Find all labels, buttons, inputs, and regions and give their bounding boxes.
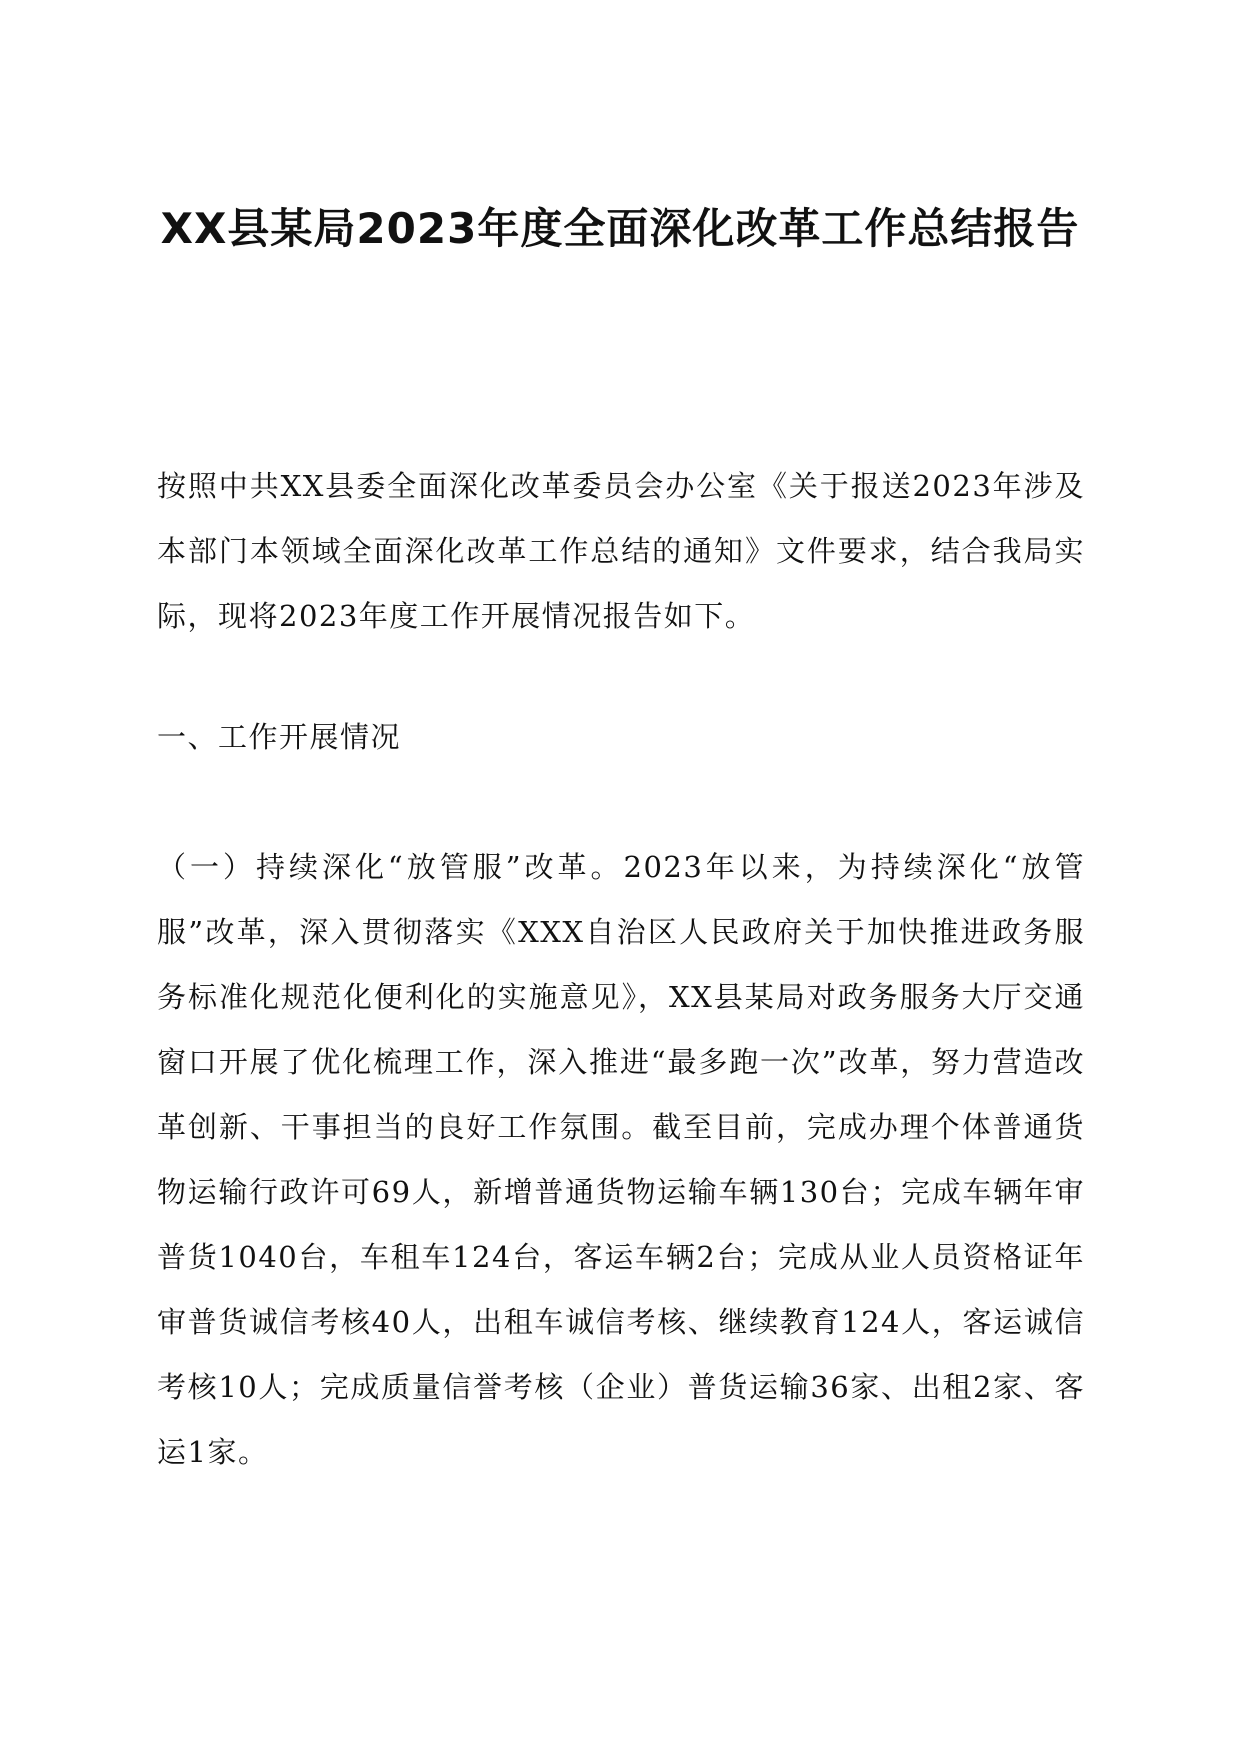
section-heading-work-progress: 一、工作开展情况 xyxy=(157,720,402,754)
subsection-paragraph-fangguanfu: （一）持续深化“放管服”改革。2023年以来，为持续深化“放管服”改革，深入贯彻落实《XXX自治区人民政府关于加快推进政务服务标准化规范化便利化的实施意见》，XX县某局对政务服务大厅交通窗口开展了优化梳理工作，深入推进“最多跑一次”改革，努力营造改革创新、干事担当的良好工作氛围。截至目前，完成办理个体普通货物运输行政许可69人，新增普通货物运输车辆130台；完成车辆年审普货1040台，车租车124台，客运车辆2台；完成从业人员资格证年审普货诚信考核40人，出租车诚信考核、继续教育124人，客运诚信考核10人；完成质量信誉考核（企业）普货运输36家、出租2家、客运1家。 xyxy=(157,850,1085,1469)
document-title: XX县某局2023年度全面深化改革工作总结报告 xyxy=(160,204,1080,253)
intro-paragraph: 按照中共XX县委全面深化改革委员会办公室《关于报送2023年涉及本部门本领域全面深化改革工作总结的通知》文件要求，结合我局实际，现将2023年度工作开展情况报告如下。 xyxy=(157,469,1085,633)
